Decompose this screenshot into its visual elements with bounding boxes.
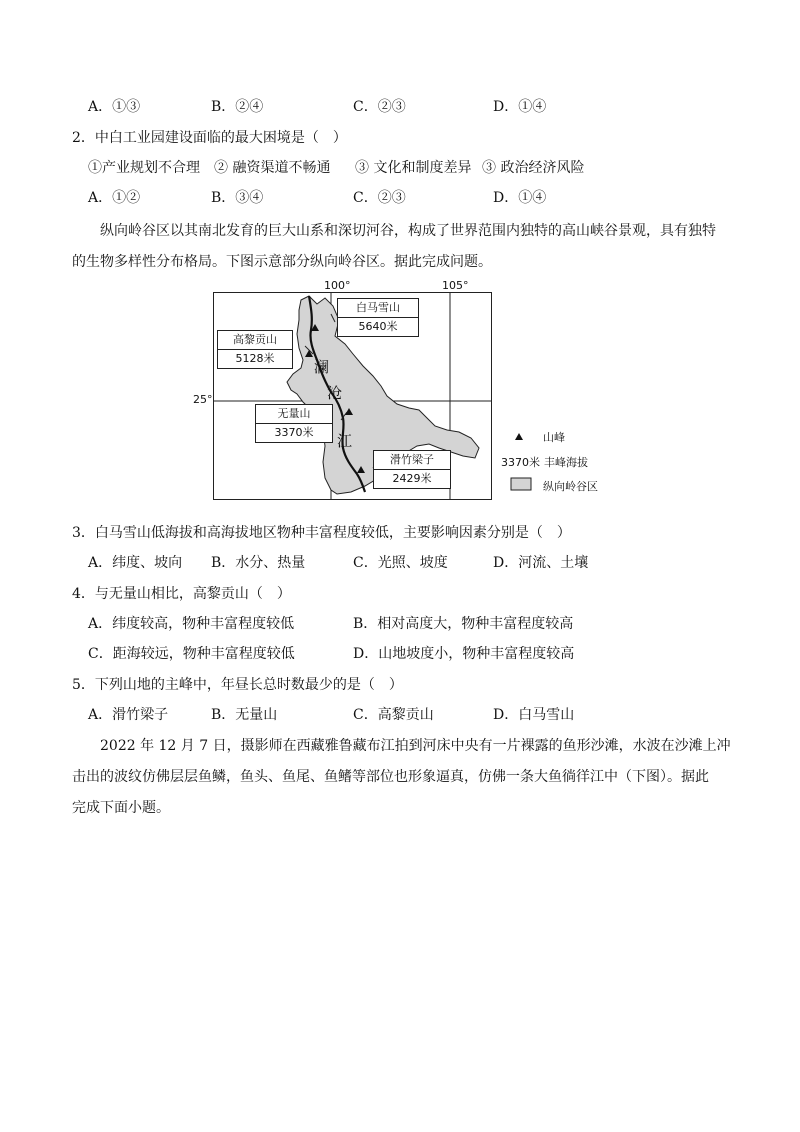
river-char-3: 江 (337, 432, 353, 450)
q1-options (0, 96, 800, 118)
peak-height-gaoligong: 5128米 (235, 352, 275, 365)
peak-name-gaoligong: 高黎贡山 (218, 331, 292, 350)
longitudinal-range-map (193, 279, 613, 502)
peak-name-wuliang: 无量山 (256, 405, 332, 424)
peak-box-baima (337, 298, 419, 337)
q1-option-b[interactable]: B．②④ (211, 99, 264, 115)
peak-box-wuliang (255, 404, 333, 443)
q4-option-c[interactable]: C．距海较远，物种丰富程度较低 (88, 646, 295, 662)
q5-options (0, 704, 800, 726)
q5-option-c[interactable]: C．高黎贡山 (353, 707, 434, 723)
peak-name-baima: 白马雪山 (338, 299, 418, 318)
outro-line-1: 2022 年 12 月 7 日，摄影师在西藏雅鲁藏布江拍到河床中央有一片裸露的鱼形沙滩，水波在沙滩上冲 (100, 738, 731, 754)
lat-label-25: 25° (193, 393, 213, 406)
q2-items (0, 157, 800, 179)
q4-option-d[interactable]: D．山地坡度小，物种丰富程度较高 (353, 646, 575, 662)
q2-item-1: ①产业规划不合理 (88, 160, 200, 176)
river-char-2: 沧 (327, 384, 343, 402)
q5-option-a[interactable]: A．滑竹梁子 (88, 707, 169, 723)
q2-stem: 2．中白工业园建设面临的最大困境是（ ） (72, 130, 347, 146)
legend-peak-marker (515, 433, 523, 440)
lon-label-100: 100° (324, 279, 351, 292)
q4-option-a[interactable]: A．纬度较高，物种丰富程度较低 (88, 616, 295, 632)
q3-option-d[interactable]: D．河流、土壤 (493, 555, 589, 571)
q5-option-d[interactable]: D．白马雪山 (493, 707, 575, 723)
q2-option-d[interactable]: D．①④ (493, 190, 547, 206)
q4-option-b[interactable]: B．相对高度大，物种丰富程度较高 (353, 616, 574, 632)
peak-name-huazhu: 滑竹梁子 (374, 451, 450, 470)
q5-stem: 5．下列山地的主峰中，年昼长总时数最少的是（ ） (72, 677, 403, 693)
q1-option-c[interactable]: C．②③ (353, 99, 406, 115)
legend-region-label: 纵向岭谷区 (543, 480, 598, 493)
q3-option-c[interactable]: C．光照、坡度 (353, 555, 448, 571)
intro-line-2: 的生物多样性分布格局。下图示意部分纵向岭谷区。据此完成问题。 (72, 254, 492, 270)
lon-label-105: 105° (442, 279, 469, 292)
q2-option-b[interactable]: B．③④ (211, 190, 264, 206)
q5-option-b[interactable]: B．无量山 (211, 707, 278, 723)
outro-line-2: 击出的波纹仿佛层层鱼鳞，鱼头、鱼尾、鱼鳍等部位也形象逼真，仿佛一条大鱼徜徉江中（下图）。据此 (72, 769, 709, 785)
q4-stem: 4．与无量山相比，高黎贡山（ ） (72, 586, 291, 602)
peak-box-gaoligong (217, 330, 293, 369)
peak-height-huazhu: 2429米 (392, 472, 432, 485)
q1-option-a[interactable]: A．①③ (88, 99, 141, 115)
q4-options-row-1 (0, 613, 800, 635)
q3-option-b[interactable]: B．水分、热量 (211, 555, 306, 571)
intro-line-1: 纵向岭谷区以其南北发育的巨大山系和深切河谷，构成了世界范围内独特的高山峡谷景观，具有独特 (100, 223, 716, 239)
peak-height-baima: 5640米 (358, 320, 398, 333)
q2-item-2: ② 融资渠道不畅通 (214, 160, 331, 176)
q3-options (0, 552, 800, 574)
q2-item-3: ③ 文化和制度差异 (355, 160, 472, 176)
q1-option-d[interactable]: D．①④ (493, 99, 547, 115)
legend-region-swatch (511, 478, 531, 490)
legend-peak-label: 山峰 (543, 431, 565, 444)
peak-height-wuliang: 3370米 (274, 426, 314, 439)
q2-option-c[interactable]: C．②③ (353, 190, 406, 206)
q2-options (0, 187, 800, 209)
q3-option-a[interactable]: A．纬度、坡向 (88, 555, 183, 571)
q2-option-a[interactable]: A．①② (88, 190, 141, 206)
river-char-1: 澜 (314, 358, 330, 376)
peak-box-huazhu (373, 450, 451, 489)
q2-item-4: ③ 政治经济风险 (482, 160, 585, 176)
q3-stem: 3．白马雪山低海拔和高海拔地区物种丰富程度较低，主要影响因素分别是（ ） (72, 525, 571, 541)
legend-height-sample: 3370米 (501, 456, 540, 469)
legend-height-label: 丰峰海拔 (544, 456, 588, 469)
outro-line-3: 完成下面小题。 (72, 800, 170, 816)
q4-options-row-2 (0, 643, 800, 665)
